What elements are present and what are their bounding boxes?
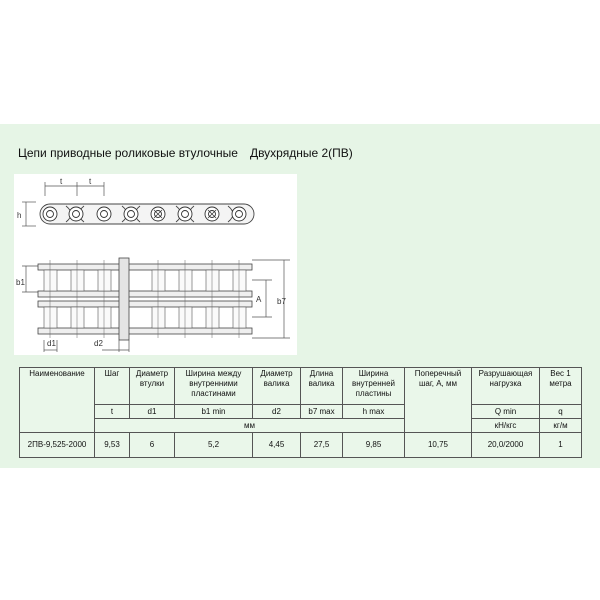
label-b1: b1 bbox=[16, 278, 25, 287]
cell-transverse: 10,75 bbox=[405, 433, 472, 458]
chain-side-view bbox=[38, 264, 252, 334]
unit-row bbox=[20, 419, 582, 433]
unit-breaking: кН/кгс bbox=[472, 419, 540, 433]
page-title bbox=[18, 146, 353, 160]
col-plate-width: Ширина внутренней пластины bbox=[343, 368, 405, 405]
label-b7: b7 bbox=[277, 297, 286, 306]
cell-inner-width: 5,2 bbox=[175, 433, 253, 458]
cell-pin-diam: 4,45 bbox=[253, 433, 301, 458]
header-row bbox=[20, 368, 582, 405]
col-pin-length: Длина валика bbox=[301, 368, 343, 405]
col-inner-width: Ширина между внутренними пластинами bbox=[175, 368, 253, 405]
label-d2: d2 bbox=[94, 339, 103, 348]
chain-drawing bbox=[14, 174, 297, 355]
sym-pin-diam: d2 bbox=[253, 405, 301, 419]
h-dimension bbox=[22, 202, 36, 226]
table-row bbox=[20, 433, 582, 458]
sym-bush-diam: d1 bbox=[130, 405, 175, 419]
sym-pin-length: b7 max bbox=[301, 405, 343, 419]
col-bush-diam: Диаметр втулки bbox=[130, 368, 175, 405]
label-a: A bbox=[256, 295, 262, 304]
cell-pitch: 9,53 bbox=[95, 433, 130, 458]
sym-inner-width: b1 min bbox=[175, 405, 253, 419]
col-transverse: Поперечный шаг, А, мм bbox=[405, 368, 472, 433]
sym-weight: q bbox=[540, 405, 582, 419]
unit-mm: мм bbox=[95, 419, 405, 433]
title-main: Цепи приводные роликовые втулочные bbox=[18, 146, 238, 160]
col-pin-diam: Диаметр валика bbox=[253, 368, 301, 405]
title-sub: Двухрядные 2(ПВ) bbox=[249, 146, 353, 160]
cell-weight: 1 bbox=[540, 433, 582, 458]
label-t2: t bbox=[89, 177, 92, 186]
col-pitch: Шаг bbox=[95, 368, 130, 405]
label-d1: d1 bbox=[47, 339, 56, 348]
d-dimensions bbox=[44, 340, 129, 352]
sym-pitch: t bbox=[95, 405, 130, 419]
cell-name: 2ПВ-9,525-2000 bbox=[20, 433, 95, 458]
cell-breaking: 20,0/2000 bbox=[472, 433, 540, 458]
chain-drawing-svg bbox=[14, 174, 297, 355]
pitch-dimension bbox=[45, 182, 104, 196]
cell-pin-length: 27,5 bbox=[301, 433, 343, 458]
center-pin bbox=[119, 258, 129, 340]
unit-weight: кг/м bbox=[540, 419, 582, 433]
col-weight: Вес 1 метра bbox=[540, 368, 582, 405]
label-t1: t bbox=[60, 177, 63, 186]
symbol-row bbox=[20, 405, 582, 419]
sym-breaking: Q min bbox=[472, 405, 540, 419]
col-breaking: Разрушающая нагрузка bbox=[472, 368, 540, 405]
label-h: h bbox=[17, 211, 22, 220]
spec-table bbox=[19, 367, 582, 458]
sym-plate-width: h max bbox=[343, 405, 405, 419]
col-name: Наименование bbox=[20, 368, 95, 433]
cell-plate-width: 9,85 bbox=[343, 433, 405, 458]
cell-bush-diam: 6 bbox=[130, 433, 175, 458]
rollers-side bbox=[44, 270, 246, 328]
